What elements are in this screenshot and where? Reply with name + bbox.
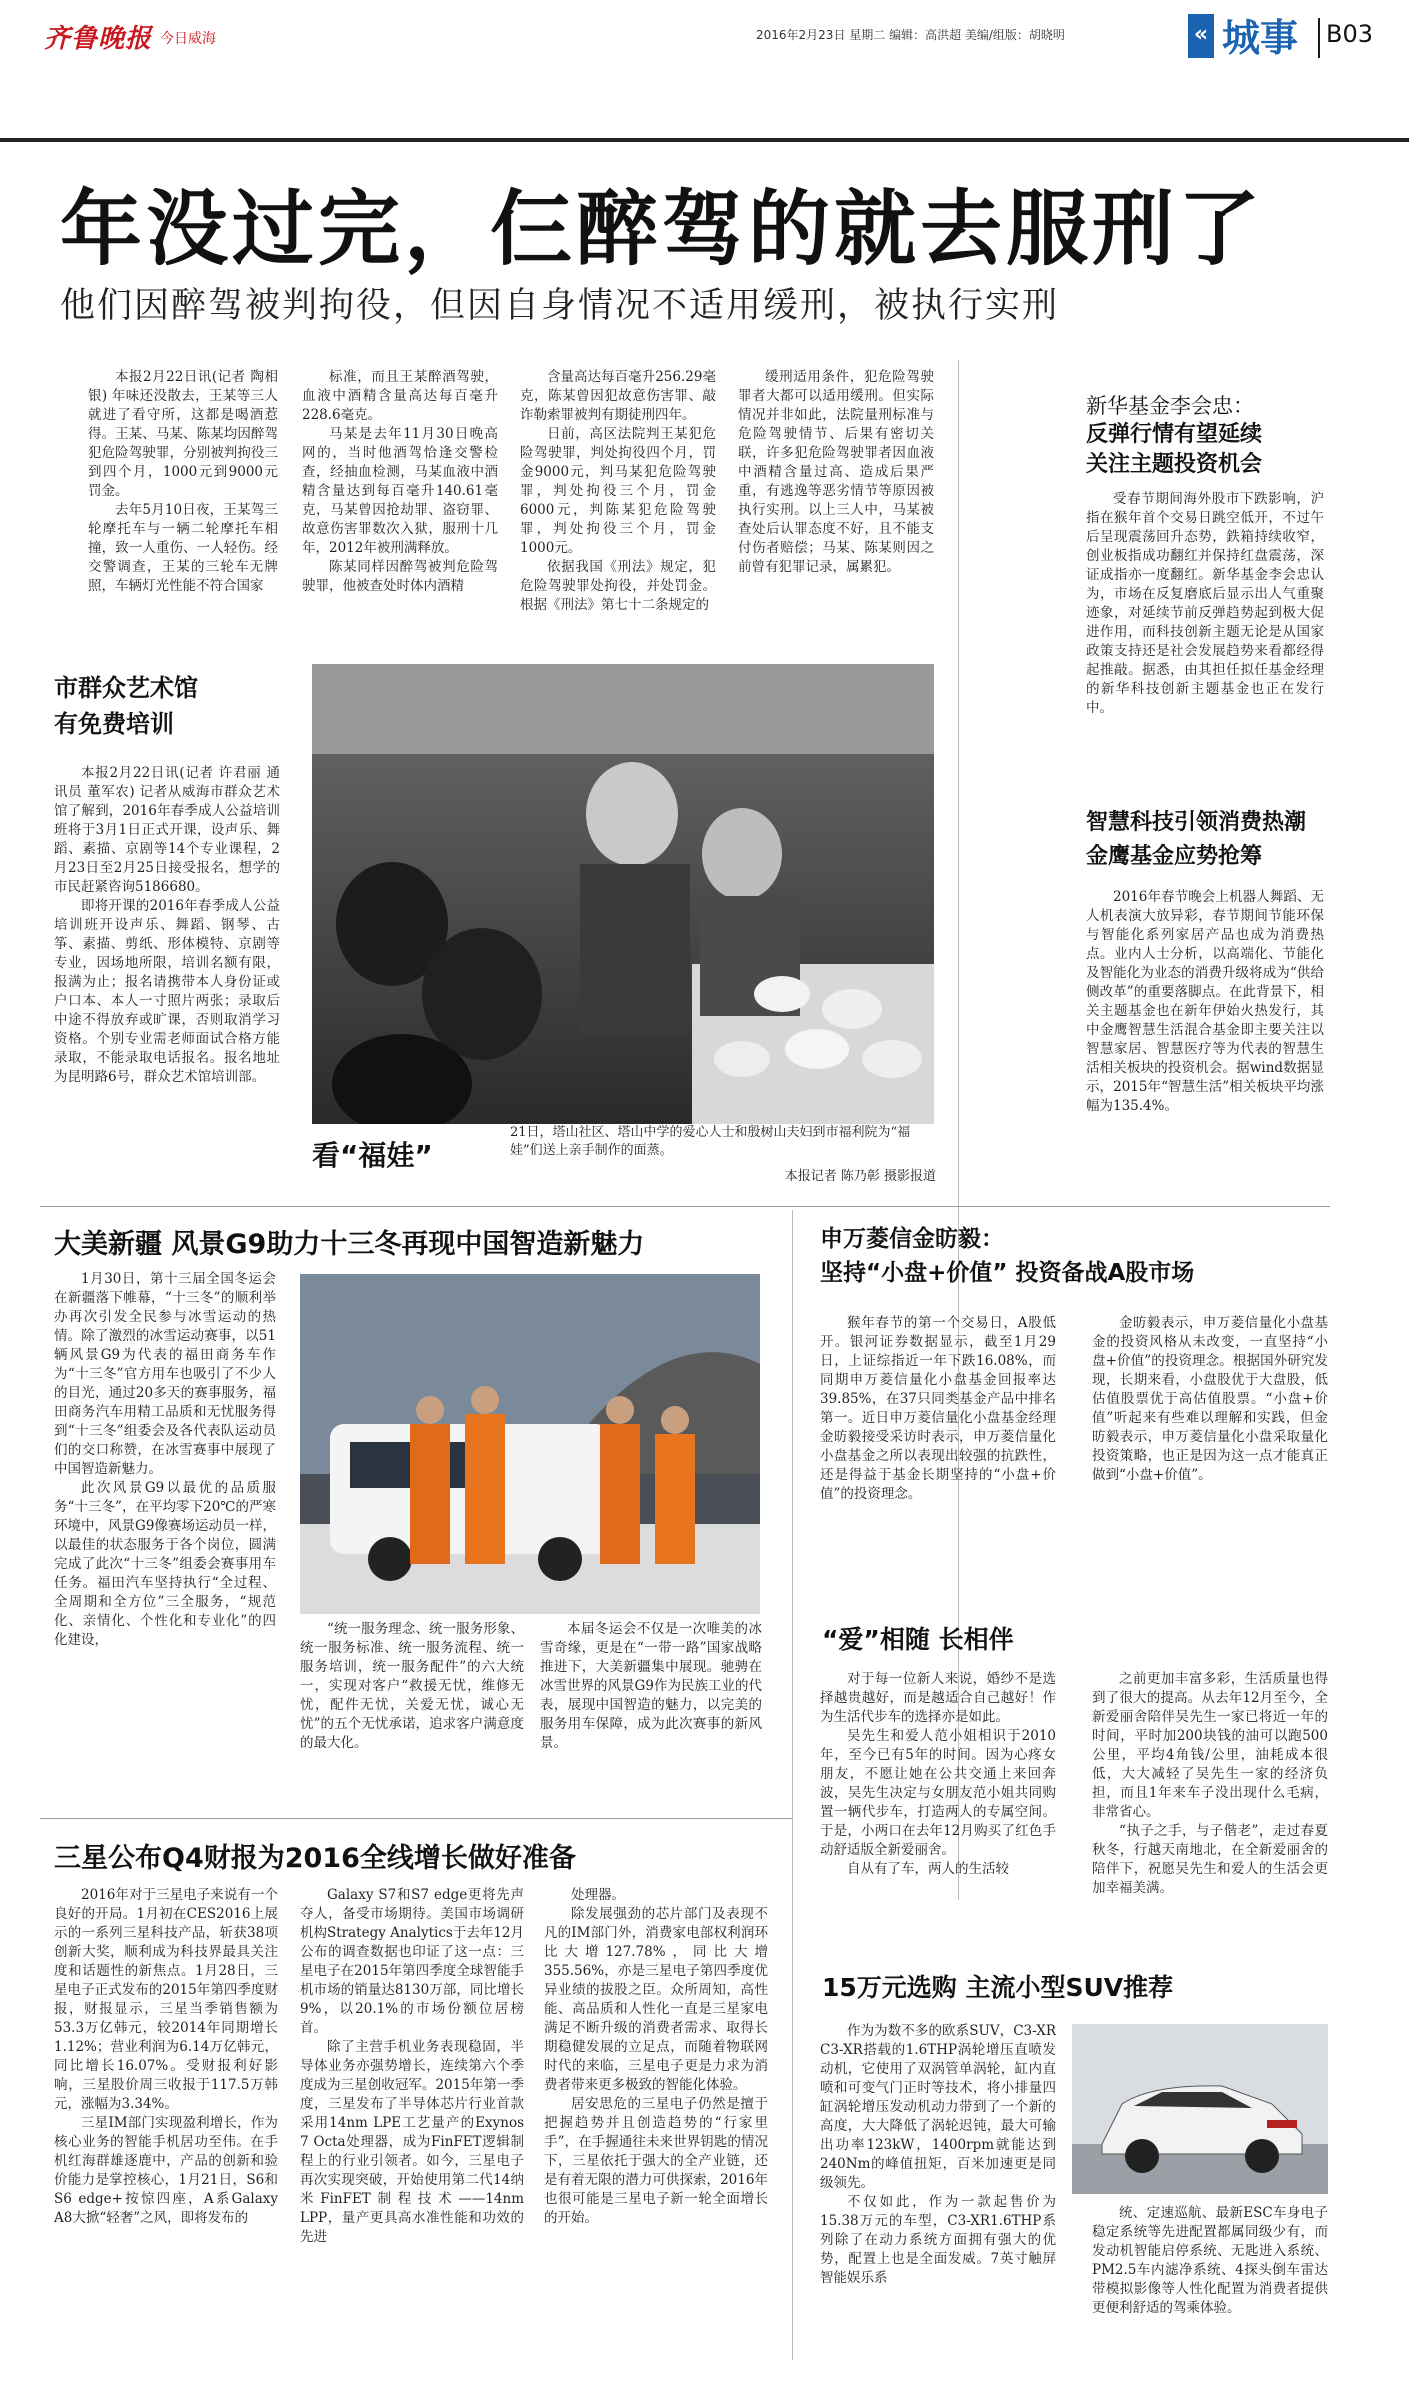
lower-rule	[40, 1818, 792, 1819]
fund2-title	[1086, 806, 1306, 874]
fuwa-photo-title: 看“福娃”	[312, 1139, 433, 1172]
sw-column-2: 金昉毅表示，申万菱信量化小盘基金的投资风格从未改变，一直坚持“小盘+价值”的投资理念。根据国外研究发现，长期来看，小盘股优于大盘股，低估值股票优于高估值股票。“小盘+价值”听起来有些难以理解和实践，但金昉毅表示，申万菱信量化小盘采取量化投资策略，也正是因为这一点才能真正做到“小盘+价值”。	[1092, 1315, 1328, 1483]
fund1-body: 受春节期间海外股市下跌影响，沪指在猴年首个交易日跳空低开，不过午后呈现震荡回升态势，鉄箱持续收窄，创业板指成功翻红并保持红盘震荡，深证成指亦一度翻红。新华基金李会忠认为，市场在反复磨底后显示出人气重聚迹象，对延续节前反弹趋势起到极大促进作用，而科技创新主题无论是从国家政策支持还是社会发展趋势来看都经得起推敲。据悉，由其担任拟任基金经理的新华科技创新主题基金也正在发行中。	[1086, 491, 1324, 716]
love-column-1: 对于每一位新人来说，婚纱不是选择越贵越好，而是越适合自己越好！作为生活代步车的选择亦是如此。 吴先生和爱人范小姐相识于2010年，至今已有5年的时间。因为心疼女朋友，不愿让她在公共交通上来回奔波，吴先生决定与女朋友范小姐共同购置一辆代步车，打造两人的专属空间。于是，小两口在去年12月购买了红色手动舒适版全新爱丽舍。 自从有了车，两人的生活较	[820, 1671, 1056, 1877]
sw-title	[820, 1222, 1194, 1290]
g9-column-2: “统一服务理念、统一服务形象、统一服务标准、统一服务流程、统一服务培训，统一服务配件”的六大统一，实现对客户“救援无忧，维修无忧，配件无忧，关爱无忧，诚心无忧”的五个无忧承诺，追求客户满意度的最大化。	[300, 1621, 524, 1751]
right-column-divider	[958, 360, 959, 1900]
fuwa-photo-credit: 本报记者 陈乃彰 摄影报道	[784, 1169, 936, 1184]
sw-column-1: 猴年春节的第一个交易日，A股低开。银河证券数据显示，截至1月29日，上证综指近一年下跌16.08%，而同期申万菱信量化小盘基金回报率达39.85%，在37只同类基金产品中排名第一。近日申万菱信量化小盘基金经理金昉毅接受采访时表示，申万菱信量化小盘基金之所以表现出较强的抗跌性，还是得益于基金长期坚持的“小盘+价值”的投资理念。	[820, 1315, 1056, 1502]
love-column-2: 之前更加丰富多彩，生活质量也得到了很大的提高。从去年12月至今，全新爱丽舍陪伴吴先生一家已将近一年的时间，平时加200块钱的油可以跑500公里，平均4角钱/公里，油耗成本很低，大大减轻了吴先生一家的经济负担，而且1年来车子没出现什么毛病，非常省心。 “执子之手，与子偕老”，走过春夏秋冬，行越天南地北，在全新爱丽舍的陪伴下，祝愿吴先生和爱人的生活会更加幸福美满。	[1092, 1671, 1328, 1896]
suv-photo	[1072, 2024, 1328, 2194]
lead-headline: 年没过完，仨醉驾的就去服刑了	[60, 182, 1265, 277]
fuwa-photo-caption: 21日，塔山社区、塔山中学的爱心人士和殷树山夫妇到市福利院为“福娃”们送上亲手制作的面蒸。	[510, 1125, 911, 1158]
suv-photo-image	[1072, 2024, 1328, 2194]
fuwa-photo	[312, 664, 934, 1124]
lead-column-2: 标准，而且王某醉酒驾驶，血液中酒精含量高达每百毫升228.6毫克。 马某是去年11月30日晚高网的，当时他酒驾恰逢交警检查，经抽血检测，马某血液中酒精含量达到每百毫升140.61毫克，马某曾因抢劫罪、盗窃罪、故意伤害罪数次入狱，服刑十几年，2012年被刑满释放。 陈某同样因醉驾被判危险驾驶罪，他被查处时体内酒精	[302, 369, 498, 594]
samsung-column-3: 处理器。 除发展强劲的芯片部门及表现不凡的IM部门外，消费家电部权利润环比大增127.78%，同比大增355.56%，亦是三星电子第四季度优异业绩的拔股之臣。众所周知，高性能、高品质和人性化一直是三星家电满足不断升级的消费者需求、取得长期稳健发展的立足点，而随着物联网时代的来临，三星电子更是力求为消费者带来更多极致的智能化体验。 居安思危的三星电子仍然是擅于把握趋势并且创造趋势的“行家里手”，在手握通往未来世界钥匙的情况下，三星依托于强大的全产业链，还是有着无限的潜力可供探索，2016年也很可能是三星电子新一轮全面增长的开始。	[544, 1887, 768, 2226]
newspaper-logo: 齐鲁晚报	[44, 24, 153, 54]
edition-name: 今日威海	[160, 31, 216, 47]
top-rule	[0, 138, 1409, 142]
art-title-line-2: 有免费培训	[54, 710, 174, 738]
fund2-title-line-2: 金鹰基金应势抢筹	[1086, 844, 1263, 869]
suv-column-2: 统、定速巡航、最新ESC车身电子稳定系统等先进配置都属同级少有，而发动机智能启停系统、无匙进入系统、PM2.5车内滤净系统、4探头倒车雷达带模拟影像等人性化配置为消费者提供更便利舒适的驾乘体验。	[1092, 2205, 1328, 2316]
issue-meta: 2016年2月23日 星期二 编辑：高洪超 美编/组版：胡晓明	[756, 28, 1065, 42]
mid-rule	[40, 1206, 1330, 1207]
sw-title-line-1: 申万菱信金昉毅：	[820, 1226, 1004, 1252]
g9-column-3: 本届冬运会不仅是一次唯美的冰雪奇缘，更是在“一带一路”国家战略推进下，大美新疆集中展现。驰骋在冰雪世界的风景G9作为民族工业的代表，展现中国智造的魅力，以完美的服务用车保障，成为此次赛事的新风景。	[540, 1621, 762, 1751]
g9-title: 大美新疆 风景G9助力十三冬再现中国智造新魅力	[54, 1229, 645, 1260]
lead-column-3: 含量高达每百毫升256.29毫克，陈某曾因犯故意伤害罪、敲诈勒索罪被判有期徒刑四年。 日前，高区法院判王某犯危险驾驶罪，判处拘役四个月，罚金9000元，判马某犯危险驾驶罪，判处拘役三个月，罚金6000元，判陈某犯危险驾驶罪，判处拘役三个月，罚金1000元。 依据我国《刑法》规定，犯危险驾驶罪处拘役，并处罚金。根据《刑法》第七十二条规定的	[520, 369, 716, 613]
g9-photo-image	[300, 1274, 760, 1614]
fund1-kicker: 新华基金李会忠：	[1086, 394, 1254, 418]
art-body: 本报2月22日讯(记者 许君丽 通讯员 董军农) 记者从威海市群众艺术馆了解到，2016年春季成人公益培训班将于3月1日正式开课，设声乐、舞蹈、素描、京剧等14个专业课程，2月23日至2月25日接受报名，想学的市民赶紧咨询5186680。 即将开课的2016年春季成人公益培训班开设声乐、舞蹈、钢琴、古筝、素描、剪纸、形体模特、京剧等专业，因场地所限，培训名额有限，报满为止；报名请携带本人身份证或户口本、本人一寸照片两张；录取后中途不得放弃或旷课，否则取消学习资格。个别专业需老师面试合格方能录取，不能录取电话报名。报名地址为昆明路6号，群众艺术馆培训部。	[54, 765, 280, 1085]
sw-title-line-2: 坚持“小盘+价值” 投资备战A股市场	[820, 1260, 1195, 1286]
suv-title: 15万元选购 主流小型SUV推荐	[822, 1973, 1174, 2002]
fund1-title-line-1: 反弹行情有望延续	[1086, 422, 1263, 447]
page-number: B03	[1326, 20, 1374, 48]
samsung-column-1: 2016年对于三星电子来说有一个良好的开局。1月初在CES2016上展示的一系列三星科技产品，斩获38项创新大奖，顺利成为科技界最具关注度和话题性的新焦点。1月28日，三星电子正式发布的2015年第四季度财报，财报显示，三星当季销售额为53.3万亿韩元，较2014年同期增长1.12%；营业利润为6.14万亿韩元，同比增长16.07%。受财报利好影响，三星股价周三收报于117.5万韩元，涨幅为3.34%。 三星IM部门实现盈利增长，作为核心业务的智能手机居功至伟。在手机红海群雄逐鹿中，产品的创新和验价能力是掌控核心，1月21日，S6和S6 edge+按惊四座，A系Galaxy A8大掀“轻奢”之风，即将发布的	[54, 1887, 278, 2226]
lead-subhead: 他们因醉驾被判拘役，但因自身情况不适用缓刑，被执行实刑	[60, 286, 1060, 326]
fund2-title-line-1: 智慧科技引领消费热潮	[1086, 810, 1307, 835]
lead-column-4: 缓刑适用条件，犯危险驾驶罪者大都可以适用缓刑。但实际情况并非如此，法院量刑标准与危险驾驶情节、后果有密切关联，许多犯危险驾驶罪者因血液中酒精含量过高、造成后果严重，有逃逸等恶劣情节等原因被执行实刑。以上三人中，马某被查处后认罪态度不好，且不能支付伤者赔偿；马某、陈某则因之前曾有犯罪记录，属累犯。	[738, 369, 934, 575]
arrow-left-icon: «	[1193, 22, 1209, 47]
fuwa-photo-image	[312, 664, 934, 1124]
love-title: “爱”相随 长相伴	[822, 1625, 1014, 1654]
samsung-column-2: Galaxy S7和S7 edge更将先声夺人，备受市场期待。美国市场调研机构Strategy Analytics于去年12月公布的调查数据也印证了这一点：三星电子在2015年第四季度全球智能手机市场的销量达8130万部，同比增长9%，以20.1%的市场份额位居榜首。 除了主营手机业务表现稳固，半导体业务亦强势增长，连续第六个季度成为三星创收冠军。2015年第一季度，三星发布了半导体芯片行业首款采用14nm LPE工艺量产的Exynos 7 Octa处理器，成为FinFET逻辑制程上的行业引领者。如今，三星电子再次实现突破，开始使用第二代14纳米FinFET制程技术——14nm LPP，量产更具高水准性能和功效的先进	[300, 1887, 524, 2245]
suv-column-1: 作为为数不多的欧系SUV，C3-XR C3-XR搭载的1.6THP涡轮增压直喷发动机，它使用了双涡管单涡轮，缸内直喷和可变气门正时等技术，将小排量四缸涡轮增压发动机动力带到了一个新的高度，大大降低了涡轮迟钝，最大可输出功率123kW，1400rpm就能达到240Nm的峰值扭矩，百米加速更是同级领先。 不仅如此，作为一款起售价为15.38万元的车型，C3-XR1.6THP系列除了在动力系统方面拥有强大的优势，配置上也是全面发威。7英寸触屏智能娱乐系	[820, 2023, 1056, 2286]
fund2-body: 2016年春节晚会上机器人舞蹈、无人机表演大放异彩，春节期间节能环保与智能化系列家居产品也成为消费热点。业内人士分析，以高端化、节能化及智能化为业态的消费升级将成为“供给侧改革”的重要落脚点。在此背景下，相关主题基金也在新年伊始火热发行，其中金鹰智慧生活混合基金即主要关注以智慧家居、智慧医疗等为代表的智慧生活相关板块的投资机会。据wind数据显示，2015年“智慧生活”相关板块平均涨幅为135.4%。	[1086, 889, 1324, 1114]
masthead-divider	[1318, 18, 1320, 58]
fund1-title	[1086, 420, 1262, 480]
art-title	[54, 670, 198, 742]
g9-photo	[300, 1274, 760, 1614]
samsung-title: 三星公布Q4财报为2016全线增长做好准备	[54, 1843, 576, 1874]
g9-column-1: 1月30日，第十三届全国冬运会在新疆落下帷幕，“十三冬”的顺利举办再次引发全民参与冰雪运动的热情。除了激烈的冰雪运动赛事，以51辆风景G9为代表的福田商务车作为“十三冬”官方用车也吸引了不少人的目光，通过20多天的赛事服务，福田商务汽车用精工品质和无忧服务得到“十三冬”组委会及各代表队运动员们的交口称赞，在冰雪赛事中展现了中国智造新魅力。 此次风景G9以最优的品质服务“十三冬”，在平均零下20℃的严寒环境中，风景G9像赛场运动员一样，以最佳的状态服务于各个岗位，圆满完成了此次“十三冬”组委会赛事用车任务。福田汽车坚持执行“全过程、全周期和全方位”三全服务，“规范化、亲情化、个性化和专业化”的四化建设，	[54, 1271, 276, 1648]
section-name: 城事	[1222, 16, 1299, 60]
lead-column-1: 本报2月22日讯(记者 陶相银) 年味还没散去，王某等三人就进了看守所，这都是喝酒惹得。王某、马某、陈某均因醉驾犯危险驾驶罪，分别被判拘役三到四个月，1000元到9000元罚金。 去年5月10日夜，王某驾三轮摩托车与一辆二轮摩托车相撞，致一人重伤、一人轻伤。经交警调查，王某的三轮车无牌照，车辆灯光性能不符合国家	[88, 369, 278, 594]
fund1-title-line-2: 关注主题投资机会	[1086, 452, 1263, 477]
bottom-column-divider	[792, 1210, 793, 2360]
art-title-line-1: 市群众艺术馆	[54, 674, 198, 702]
